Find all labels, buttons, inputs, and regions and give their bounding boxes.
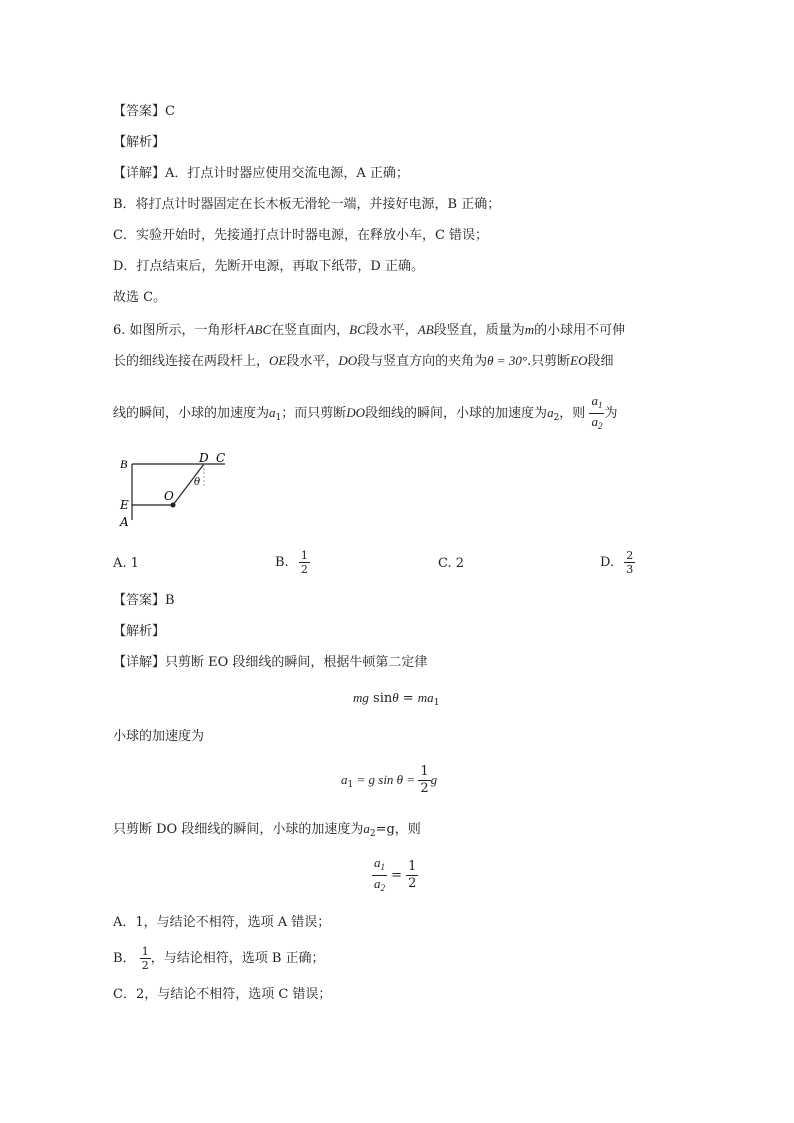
q-text: ；而只剪断 — [281, 406, 347, 421]
choose-line: 故选 C。 — [113, 290, 167, 305]
q-text: 段水平， — [365, 323, 418, 338]
option-d-label: D. — [600, 555, 615, 570]
q-text: 段与竖直方向的夹角为 — [357, 354, 488, 369]
option-c — [438, 556, 464, 571]
label-b: B — [120, 457, 128, 471]
accel-label: 小球的加速度为 — [113, 729, 205, 744]
detail-line-b: B．将打点计时器固定在长木板无滑轮一端，并接好电源，B 正确； — [113, 197, 501, 212]
eq3-rnum: 1 — [408, 859, 417, 874]
eq3-eq: = — [387, 868, 407, 883]
eval-option-a: A．1，与结论不相符，选项 A 错误； — [113, 915, 331, 930]
frac-den: a — [591, 414, 598, 429]
q-text: 段细线的瞬间，小球的加速度为 — [365, 406, 548, 421]
eq2-den: 2 — [420, 781, 429, 796]
detail-tag: 【详解】 — [113, 166, 166, 181]
analysis-tag-1: 【解析】 — [113, 135, 166, 150]
question-number: 6. — [113, 323, 126, 338]
q-text: 长的细线连接在两段杆上， — [113, 354, 270, 369]
q-text: 段细 — [587, 354, 614, 369]
eq1-sin: sin — [373, 691, 393, 706]
q-text: 如图所示，一角形杆 — [129, 323, 247, 338]
option-d — [600, 549, 635, 576]
equation-3 — [372, 855, 418, 896]
answer-line-2 — [113, 592, 175, 610]
detail-line-c: C．实验开始时，先接通打点计时器电源，在释放小车，C 错误； — [113, 228, 489, 243]
frac-num-sub: 1 — [597, 400, 603, 410]
option-d-den: 3 — [626, 563, 634, 576]
physics-figure — [115, 450, 235, 534]
eq1-mid: = — [398, 691, 418, 706]
equation-2 — [341, 764, 437, 797]
eval-b-rest: ，与结论相符，选项 B 正确； — [150, 951, 325, 966]
answer-tag-2: 【答案】 — [113, 593, 166, 608]
question-line-3 — [113, 393, 617, 434]
detail2-intro-text: 只剪断 EO 段细线的瞬间，根据牛顿第二定律 — [165, 655, 428, 670]
option-d-num: 2 — [626, 549, 634, 562]
eval-option-c: C．2，与结论不相符，选项 C 错误； — [113, 987, 332, 1002]
detail-line-d: D．打点结束后，先断开电源，再取下纸带，D 正确。 — [113, 259, 424, 274]
do-cut-line — [113, 820, 421, 843]
label-e: E — [120, 498, 129, 512]
eq3-den-sub: 2 — [380, 883, 385, 893]
label-a: A — [120, 515, 129, 529]
rod-diagram — [115, 450, 235, 530]
detail2-intro — [113, 654, 427, 672]
option-b — [275, 549, 310, 576]
eq1-sub: 1 — [433, 698, 440, 708]
option-a-value: 1 — [130, 556, 139, 571]
detail-line-a — [113, 165, 409, 183]
q-sub: 2 — [553, 413, 560, 423]
q-math: a — [269, 405, 276, 420]
eq3-den: a — [374, 876, 381, 891]
detail-a-text: A．打点计时器应使用交流电源，A 正确； — [165, 166, 409, 181]
eq3-num: a — [374, 855, 381, 870]
eq3-rden: 2 — [408, 876, 417, 891]
eq3-num-sub: 1 — [380, 862, 385, 872]
frac-num: a — [591, 393, 598, 408]
option-b-num: 1 — [300, 549, 308, 562]
frac-den-sub: 2 — [597, 421, 603, 431]
detail-tag-2: 【详解】 — [113, 655, 166, 670]
question-line-1 — [113, 321, 625, 340]
eq2-num: 1 — [420, 764, 429, 779]
q-math: m — [524, 322, 535, 337]
do-text-sub: 2 — [369, 829, 376, 839]
eval-b-num: 1 — [141, 945, 149, 958]
do-text-a: 只剪断 DO 段细线的瞬间，小球的加速度为 — [113, 822, 364, 837]
option-b-label: B. — [275, 555, 289, 570]
analysis-tag-2: 【解析】 — [113, 624, 166, 639]
q-math: a — [547, 405, 554, 420]
eq1-right: ma — [417, 690, 434, 705]
option-a — [113, 556, 139, 571]
option-c-value: 2 — [455, 556, 465, 571]
equation-1 — [353, 690, 439, 708]
q-sub: 1 — [275, 413, 282, 423]
do-text-b: =g，则 — [375, 822, 421, 837]
eval-b-den: 2 — [141, 959, 149, 972]
eval-option-b — [113, 945, 325, 972]
q-text: ，则 — [559, 406, 586, 421]
q-text: 段水平， — [286, 354, 339, 369]
q-math: DO — [338, 353, 358, 368]
q-text: 线的瞬间，小球的加速度为 — [113, 406, 270, 421]
eq2-g: g — [430, 772, 438, 787]
q-text: .只剪断 — [527, 354, 571, 369]
q-math: EO — [570, 353, 588, 368]
answer-value: C — [165, 104, 175, 119]
eq2-left: a — [341, 772, 348, 787]
option-c-label: C. — [438, 556, 452, 571]
question-line-2 — [113, 352, 614, 371]
q-math: OE — [269, 353, 287, 368]
eq2-left-sub: 1 — [347, 780, 354, 790]
answer-tag: 【答案】 — [113, 104, 166, 119]
q-math: DO — [346, 405, 366, 420]
q-text: 段竖直，质量为 — [433, 323, 525, 338]
eq1-theta: θ — [392, 690, 399, 705]
answer-value-2: B — [165, 593, 175, 608]
q-math: ABC — [246, 322, 272, 337]
q-text: 的小球用不可伸 — [534, 323, 626, 338]
q-math: AB — [417, 322, 434, 337]
ratio-fraction — [589, 393, 604, 434]
ball — [171, 503, 176, 508]
label-d: D — [199, 451, 209, 465]
q-text: 为 — [604, 406, 618, 421]
label-theta: θ — [194, 477, 201, 488]
q-math: BC — [349, 322, 366, 337]
label-o: O — [164, 489, 174, 503]
eq2-mid: = g sin θ = — [353, 772, 419, 787]
label-c: C — [216, 451, 226, 465]
q-math: θ = 30° — [487, 353, 528, 368]
answer-line-1 — [113, 103, 175, 121]
do-text-a2: a — [363, 821, 370, 836]
option-b-den: 2 — [300, 563, 308, 576]
eq1-left: mg — [353, 690, 369, 705]
option-a-label: A. — [113, 556, 127, 571]
q-text: 在竖直面内， — [271, 323, 350, 338]
eval-b-label: B． — [113, 951, 136, 966]
